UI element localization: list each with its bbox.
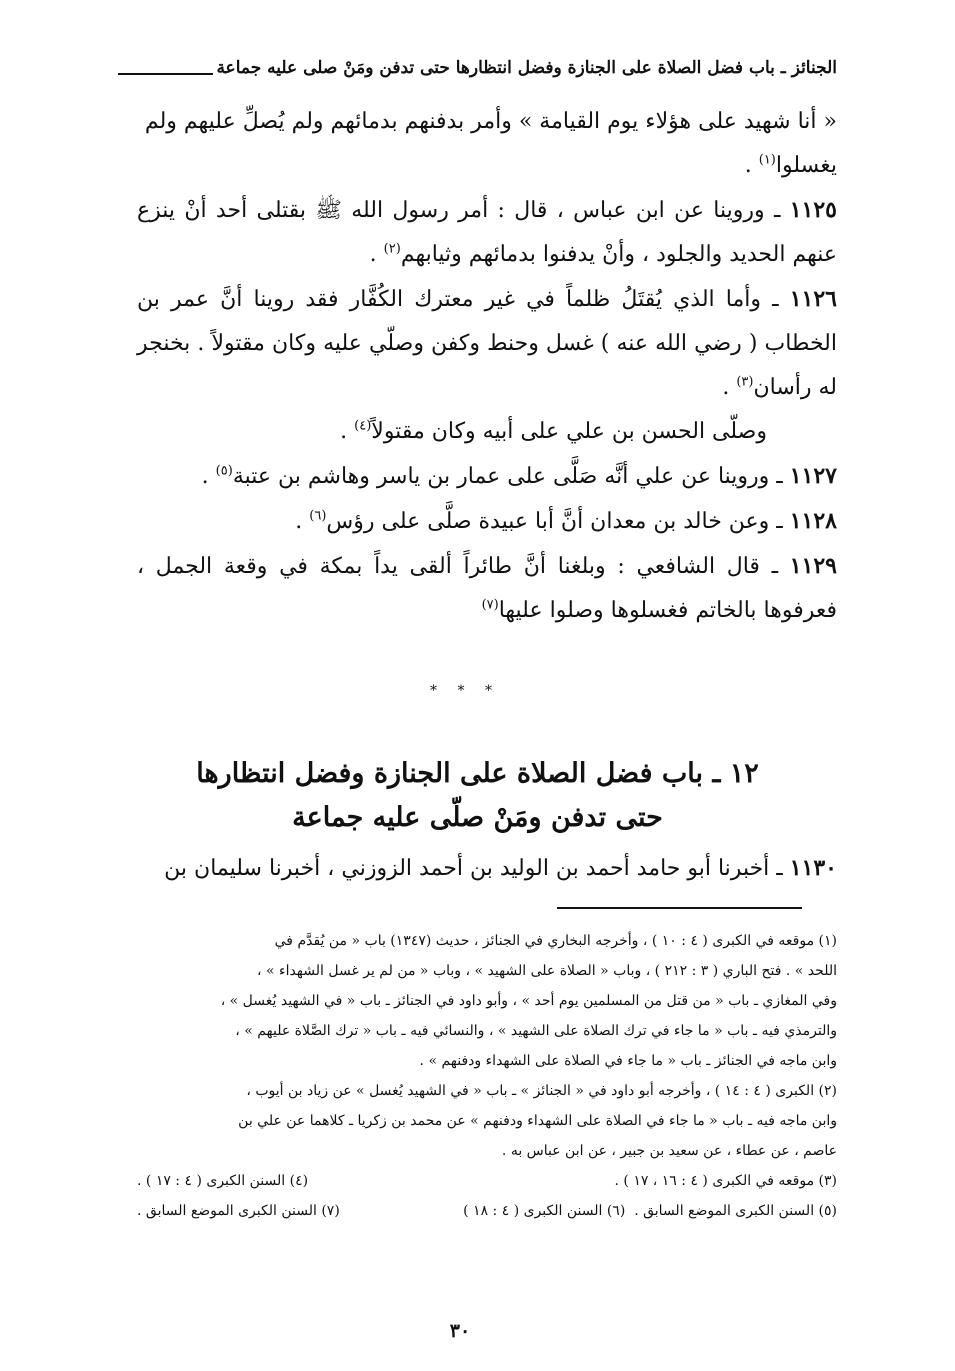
footnote-2: (٢) الكبرى ( ٤ : ١٤ ) ، وأخرجه أبو داود في « الجنائز » ـ باب « في الشهيد يُغسل » عن زياد بن أيوب ، bbox=[246, 1083, 837, 1099]
chapter-title-line-2: حتى تدفن ومَنْ صلّى عليه جماعة bbox=[292, 802, 663, 833]
paragraph-1127: ١١٢٧ ـ وروينا عن علي أنَّه صَلَّى على عمار بن ياسر وهاشم بن عتبة$^{(٥)}$ . bbox=[201, 463, 837, 489]
running-header: الجنائز ـ باب فضل الصلاة على الجنازة وفضل انتظارها حتى تدفن ومَنْ صلى عليه جماعة bbox=[216, 58, 837, 78]
hadith-number: ١١٢٥ bbox=[789, 197, 837, 223]
paragraph-1129: ١١٢٩ ـ قال الشافعي : وبلغنا أنَّ طائراً ألقى يداً بمكة في وقعة الجمل ، فعرفوها بالخاتم فغسلوها وصلوا عليها$^{(٧)}$ bbox=[137, 553, 837, 623]
footnote-3: (٣) موقعه في الكبرى ( ٤ : ١٦ ، ١٧ ) . bbox=[614, 1173, 837, 1189]
footnote-5: (٥) السنن الكبرى الموضع السابق . bbox=[634, 1203, 837, 1219]
hadith-number: ١١٢٩ bbox=[789, 553, 837, 579]
footnote-2-line: وابن ماجه فيه ـ باب « ما جاء في الصلاة على الشهداء ودفنهم » عن محمد بن زكريا ـ كلاهما عن علي بن bbox=[238, 1113, 837, 1129]
footnote-2-line: عاصم ، عن عطاء ، عن سعيد بن جبير ، عن ابن عباس به . bbox=[501, 1143, 837, 1159]
paragraph-hasan: وصلّى الحسن بن علي على أبيه وكان مقتولاً$^{(٤)}$ . bbox=[340, 418, 767, 444]
footnote-ref: (٣) bbox=[736, 374, 754, 390]
footnote-row-5-7 bbox=[137, 1196, 837, 1226]
footnote-rule bbox=[557, 907, 802, 909]
hadith-number: ١١٢٨ bbox=[789, 508, 837, 534]
footnote-ref: (٤) bbox=[354, 418, 372, 434]
footnotes bbox=[137, 926, 837, 1226]
paragraph-continuation: « أنا شهيد على هؤلاء يوم القيامة » وأمر بدفنهم بدمائهم ولم يُصلِّ عليهم ولم يغسلوا$^{(١)}$ . bbox=[144, 109, 837, 178]
footnote-6: (٦) السنن الكبرى ( ٤ : ١٨ ) bbox=[463, 1203, 626, 1219]
paragraph-1126: ١١٢٦ ـ وأما الذي يُقتَلُ ظلماً في غير معترك الكُفَّار فقد روينا أنَّ عمر بن الخطاب ( رضي الله عنه ) غسل وحنط وكفن وصلّي عليه وكان مقتولاً . بخنجر له رأسان$^{(٣)}$ . bbox=[137, 286, 837, 400]
footnote-ref: (٦) bbox=[309, 508, 327, 524]
main-text bbox=[137, 100, 837, 633]
footnote-ref: (٥) bbox=[215, 463, 233, 479]
footnote-4: (٤) السنن الكبرى ( ٤ : ١٧ ) . bbox=[137, 1173, 309, 1189]
footnote-1-line: اللحد » . فتح الباري ( ٣ : ٢١٢ ) ، وباب « الصلاة على الشهيد » ، وباب « من لم ير غسل الشهداء » ، bbox=[257, 963, 837, 979]
footnote-ref: (١) bbox=[758, 152, 776, 168]
header-rule bbox=[118, 73, 213, 75]
hadith-number: ١١٣٠ bbox=[789, 855, 837, 881]
footnote-row-3-4 bbox=[137, 1166, 837, 1196]
page-number: ٣٠ bbox=[449, 1320, 471, 1342]
footnote-1-line: وفي المغازي ـ باب « من قتل من المسلمين يوم أحد » ، وأبو داود في الجنائز ـ باب « في الشهيد يُغسل » ، bbox=[220, 993, 837, 1009]
footnote-1-line: والترمذي فيه ـ باب « ما جاء في ترك الصلاة على الشهيد » ، والنسائي فيه ـ باب « ترك الصَّلاة عليهم » ، bbox=[235, 1023, 837, 1039]
footnote-ref: (٧) bbox=[481, 597, 499, 613]
paragraph-1130: ١١٣٠ ـ أخبرنا أبو حامد أحمد بن الوليد بن أحمد الزوزني ، أخبرنا سليمان بن bbox=[164, 855, 837, 881]
section-separator: * * * bbox=[430, 683, 500, 699]
hadith-number: ١١٢٧ bbox=[789, 463, 837, 489]
footnote-5-6 bbox=[463, 1196, 837, 1226]
footnote-ref: (٢) bbox=[383, 241, 401, 257]
chapter-title-line-1: ١٢ ـ باب فضل الصلاة على الجنازة وفضل انتظارها bbox=[196, 758, 759, 789]
paragraph-1128: ١١٢٨ ـ وعن خالد بن معدان أنَّ أبا عبيدة صلَّى على رؤس$^{(٦)}$ . bbox=[295, 508, 837, 534]
hadith-number: ١١٢٦ bbox=[789, 286, 837, 312]
chapter-heading bbox=[0, 752, 955, 840]
footnote-1: (١) موقعه في الكبرى ( ٤ : ١٠ ) ، وأخرجه البخاري في الجنائز ، حديث (١٣٤٧) باب « من يُقدَّم في bbox=[274, 933, 837, 949]
footnote-7: (٧) السنن الكبرى الموضع السابق . bbox=[137, 1203, 340, 1219]
footnote-1-line: وابن ماجه في الجنائز ـ باب « ما جاء في الصلاة على الشهداء ودفنهم » . bbox=[419, 1053, 837, 1069]
paragraph-1125: ١١٢٥ ـ وروينا عن ابن عباس ، قال : أمر رسول الله ﷺ بقتلى أحد أنْ ينزع عنهم الحديد والجلود ، وأنْ يدفنوا بدمائهم وثيابهم$^{(٢)}$ . bbox=[137, 197, 837, 267]
